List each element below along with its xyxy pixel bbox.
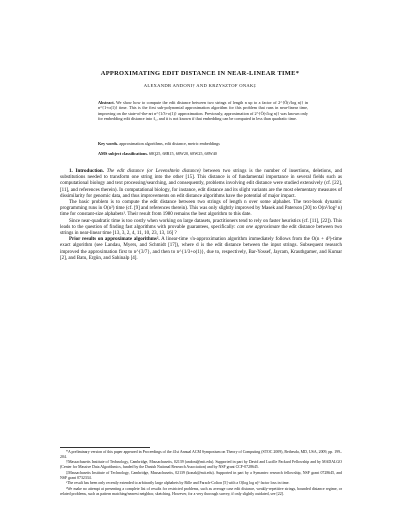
- footnote: ²We make no attempt at presenting a complete list of results for restricted problems, such as average case edit distance, weakly-repetitive strings, bounded distance regime, or related problems, such as pattern matching/nearest neighbor, sketching. However, for a very thorough survey, if only slightly outdated, see [22].: [60, 486, 342, 496]
- ams-label: AMS subject classifications.: [98, 151, 148, 156]
- footnote: †Massachusetts Institute of Technology, Cambridge, Massachusetts, 02139 (andoni@mit.edu). Supported in part by David and Lucille Packard Fellowship and by MADALGO (Center for Massive Data Algorithmics, funded by the Danish National Research Association) and by NSF grant CCF-0728645.: [60, 460, 342, 470]
- intro-p3-a: Since near-quadratic time is too costly when working on large datasets, practitioners tend to rely on faster heuristics (cf. [11], [22]). This leads to the question of finding fast algorithms with provable guarantees, specifically:: [60, 218, 342, 230]
- intro-paragraph-3: [60, 219, 342, 238]
- keywords-text: approximation algorithms, edit distance, metric embeddings: [119, 141, 220, 146]
- abstract: [98, 100, 308, 121]
- intro-p4-text: A linear-time √n-approximation algorithm immediately follows from the O(n + d²)-time exact algorithm (see Landau, Myers, and Schmidt [17]), where d is the edit distance between the input strings. Subsequent research improved the approximation first to n^{3/7}, and then to n^{1/3+o(1)}, due to, respectively, Bar-Yossef, Jayram, Krauthgamer, and Kumar [2], and Batu, Ergün, and Sahinalp [4].: [60, 237, 342, 261]
- ams-classification: [98, 151, 308, 156]
- footnote: ‡Massachusetts Institute of Technology, Cambridge, Massachusetts, 02139 (konak@mit.edu). Supported in part by a Symantec research fellowship, NSF grant 0728645, and NSF grant 0732334.: [60, 470, 342, 480]
- prior-results-heading: Prior results on approximate algorithms².: [69, 237, 160, 243]
- intro-p1-text: between two strings is the number of insertions, deletions, and substitutions needed to transform one string into the other [15]. This distance is of fundamental importance in several fields such as computational biology and text processing/searching, and consequently, problems involving edit distance were studied extensively (cf. [22], [11], and references therein). In computational biology, for instance, edit distance and its slight variants are the most elementary measures of dissimilarity for genomic data, and thus improvements on edit distance algorithms have the potential of major impact.: [60, 169, 342, 199]
- ams-text: 68Q25, 68R15, 68W20, 68W25, 68W40: [148, 151, 217, 156]
- intro-section: [60, 169, 342, 262]
- intro-p3-em: can one approximate: [237, 224, 280, 230]
- paper-authors: ALEXANDR ANDONI† AND KRZYSZTOF ONAK‡: [143, 83, 257, 88]
- keywords: [98, 141, 308, 146]
- intro-lead: The edit distance (or Levenshtein distance): [106, 169, 201, 174]
- footnotes: [60, 450, 342, 497]
- intro-paragraph-1: [60, 169, 342, 200]
- paper-title: APPROXIMATING EDIT DISTANCE IN NEAR-LINEAR TIME*: [100, 70, 300, 77]
- intro-p3-b: the edit distance between two strings in near-linear time [13, 3, 2, 4, 11, 10, 23, 13, 16] ?: [60, 224, 343, 237]
- footnote: *A preliminary version of this paper appeared in Proceedings of the 41st Annual ACM Symposium on Theory of Computing (STOC 2009), Bethesda, MD, USA, 2009, pp. 199–204.: [60, 450, 342, 459]
- footnote: ¹The result has been only recently extended to arbitrarily large alphabets by Bille and Farach-Colton [5] with a O(log log n)² factor loss in time.: [66, 481, 290, 486]
- abstract-text: We show how to compute the edit distance between two strings of length n up to a factor of 2^{Õ(√log n)} in n^{1+o(1)} time. This is the first sub-polynomial approximation algorithm for this problem that runs in near-linear time, improving on the state-of-the-art n^{1/3+o(1)} approximation. Previously, approximation of 2^{Õ(√log n)} was known only for embedding edit distance into ℓ₁, and it is not known if that embedding can be computed in less than quadratic time.: [98, 100, 308, 121]
- footnote-rule: [60, 447, 150, 448]
- section-heading: 1. Introduction.: [69, 169, 104, 174]
- abstract-label: Abstract.: [98, 100, 115, 105]
- intro-paragraph-4: [60, 237, 342, 262]
- intro-paragraph-2: The basic problem is to compute the edit distance between two strings of length n over some alphabet. The text-book dynamic programming runs in O(n²) time (cf. [9] and references therein). This was only slightly improved by Masek and Paterson [20] to O(n²/log² n) time for constant-size alphabets¹. Their result from 1980 remains the best algorithm to this date.: [60, 200, 342, 218]
- keywords-label: Key words.: [98, 141, 119, 146]
